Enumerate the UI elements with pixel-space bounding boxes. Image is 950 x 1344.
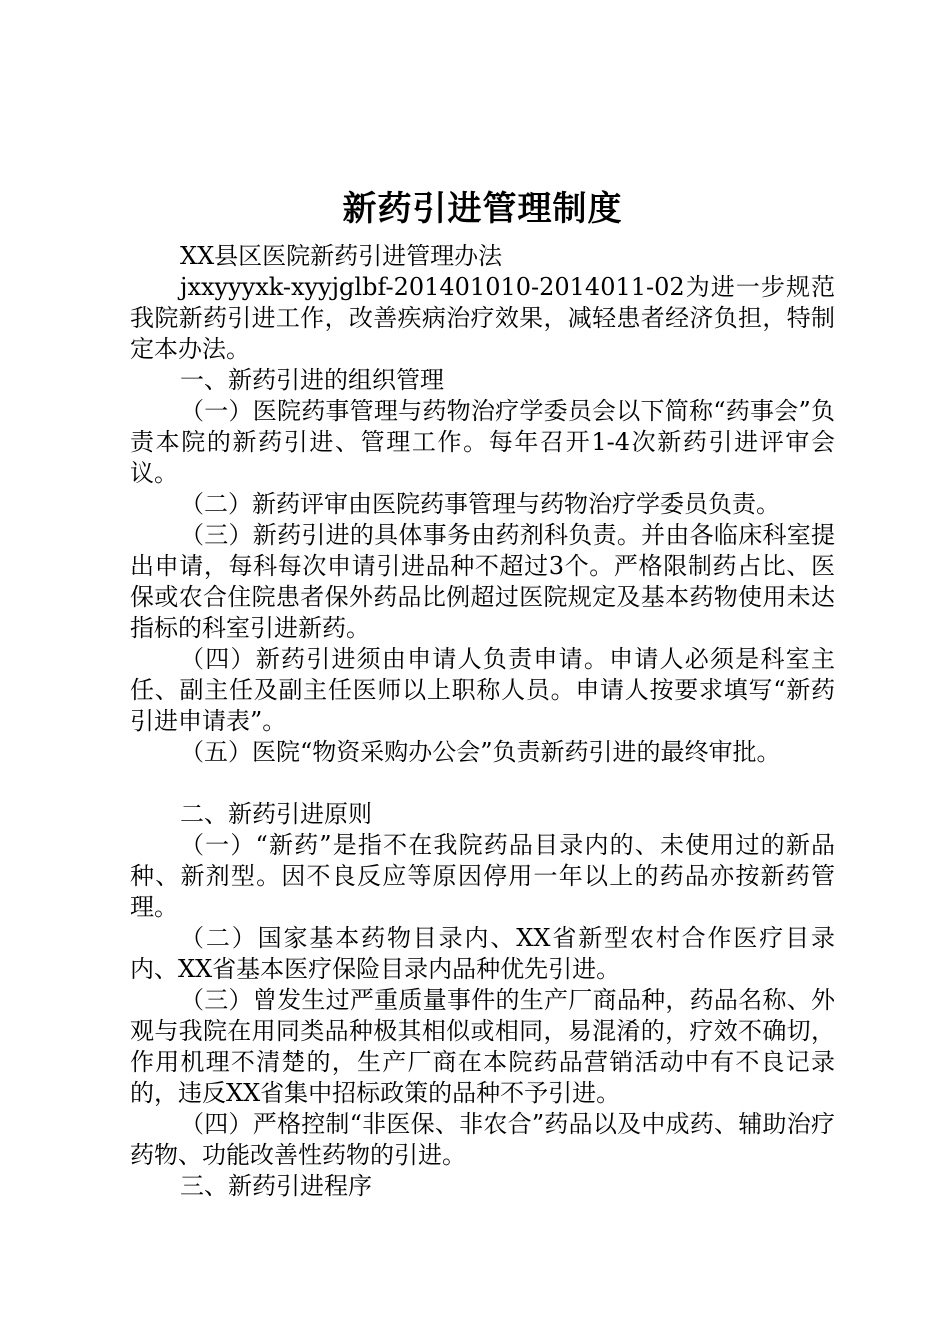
paragraph-1-4: （四）新药引进须由申请人负责申请。申请人必须是科室主任、副主任及副主任医师以上职称人员。申请人按要求填写“新药引进申请表”。 xyxy=(130,645,835,735)
document-title: 新药引进管理制度 xyxy=(342,189,623,229)
paragraph-2-2: （二）国家基本药物目录内、XX省新型农村合作医疗目录内、XX省基本医疗保险目录内品种优先引进。 xyxy=(130,924,835,983)
paragraph-2-1: （一）“新药”是指不在我院药品目录内的、未使用过的新品种、新剂型。因不良反应等原因停用一年以上的药品亦按新药管理。 xyxy=(130,831,835,921)
section-heading-1: 一、新药引进的组织管理 xyxy=(180,366,444,394)
section-heading-3: 三、新药引进程序 xyxy=(180,1172,372,1200)
section-heading-2: 二、新药引进原则 xyxy=(180,800,372,828)
paragraph-2-3: （三）曾发生过严重质量事件的生产厂商品种，药品名称、外观与我院在用同类品种极其相似或相同，易混淆的，疗效不确切，作用机理不清楚的，生产厂商在本院药品营销活动中有不良记录的，违反XX省集中招标政策的品种不予引进。 xyxy=(130,986,835,1107)
paragraph-1-2: （二）新药评审由医院药事管理与药物治疗学委员负责。 xyxy=(180,490,780,518)
paragraph-1-5: （五）医院“物资采购办公会”负责新药引进的最终审批。 xyxy=(180,738,781,766)
paragraph-1-3: （三）新药引进的具体事务由药剂科负责。并由各临床科室提出申请，每科每次申请引进品种不超过3个。严格限制药占比、医保或农合住院患者保外药品比例超过医院规定及基本药物使用未达指标的科室引进新药。 xyxy=(130,521,835,642)
document-body xyxy=(130,241,835,1202)
paragraph-intro: jxxyyyxk-xyyjglbf-201401010-2014011-02为进一步规范我院新药引进工作，改善疾病治疗效果，减轻患者经济负担，特制定本办法。 xyxy=(130,273,835,363)
blank-line xyxy=(130,768,835,799)
paragraph-1-1: （一）医院药事管理与药物治疗学委员会以下简称“药事会”负责本院的新药引进、管理工作。每年召开1-4次新药引进评审会议。 xyxy=(130,397,835,487)
paragraph-subtitle: XX县区医院新药引进管理办法 xyxy=(180,242,503,270)
paragraph-2-4: （四）严格控制“非医保、非农合”药品以及中成药、辅助治疗药物、功能改善性药物的引进。 xyxy=(130,1110,835,1169)
